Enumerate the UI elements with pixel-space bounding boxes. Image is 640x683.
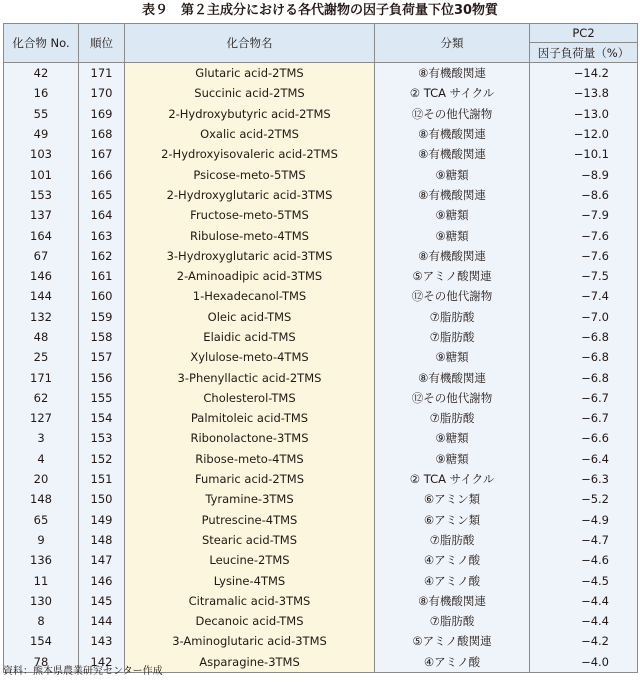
cell-loading: −5.2 — [530, 489, 638, 509]
cell-rank: 145 — [79, 591, 125, 611]
cell-rank: 163 — [79, 225, 125, 245]
table-row — [4, 388, 638, 408]
table-row — [4, 631, 638, 651]
table-row — [4, 205, 638, 225]
cell-class: ⑧有機酸関連 — [375, 144, 530, 164]
table-row — [4, 286, 638, 306]
cell-id: 127 — [4, 408, 79, 428]
cell-class: ④アミノ酸 — [375, 652, 530, 673]
cell-rank: 157 — [79, 347, 125, 367]
table-title: 表９ 第２主成分における各代謝物の因子負荷量下位30物質 — [141, 3, 499, 18]
cell-class: ⑦脂肪酸 — [375, 530, 530, 550]
table-row — [4, 510, 638, 530]
cell-name: Ribonolactone-3TMS — [125, 428, 375, 448]
cell-loading: −6.8 — [530, 347, 638, 367]
header-pc2: PC2 — [530, 24, 638, 43]
cell-id: 103 — [4, 144, 79, 164]
cell-loading: −4.4 — [530, 591, 638, 611]
cell-id: 48 — [4, 327, 79, 347]
cell-name: 2-Hydroxyglutaric acid-3TMS — [125, 185, 375, 205]
cell-class: ⑦脂肪酸 — [375, 307, 530, 327]
cell-loading: −4.0 — [530, 652, 638, 673]
cell-rank: 168 — [79, 124, 125, 144]
cell-rank: 166 — [79, 164, 125, 184]
cell-loading: −6.8 — [530, 367, 638, 387]
cell-class: ⑥アミン類 — [375, 510, 530, 530]
cell-id: 9 — [4, 530, 79, 550]
table-row — [4, 246, 638, 266]
cell-id: 49 — [4, 124, 79, 144]
cell-rank: 151 — [79, 469, 125, 489]
cell-id: 148 — [4, 489, 79, 509]
cell-class: ⑨糖類 — [375, 449, 530, 469]
table-row — [4, 428, 638, 448]
cell-rank: 158 — [79, 327, 125, 347]
cell-rank: 170 — [79, 83, 125, 103]
cell-class: ⑧有機酸関連 — [375, 591, 530, 611]
table-row — [4, 144, 638, 164]
cell-loading: −4.7 — [530, 530, 638, 550]
cell-id: 146 — [4, 266, 79, 286]
cell-rank: 165 — [79, 185, 125, 205]
cell-loading: −8.6 — [530, 185, 638, 205]
table-row — [4, 550, 638, 570]
cell-class: ⑦脂肪酸 — [375, 611, 530, 631]
table-row — [4, 530, 638, 550]
cell-class: ⑤アミノ酸関連 — [375, 266, 530, 286]
table-row — [4, 266, 638, 286]
loading-table — [3, 23, 638, 673]
table-row — [4, 83, 638, 103]
table-row — [4, 307, 638, 327]
cell-name: Ribose-meto-4TMS — [125, 449, 375, 469]
cell-id: 8 — [4, 611, 79, 631]
cell-loading: −6.3 — [530, 469, 638, 489]
cell-class: ⑫その他代謝物 — [375, 104, 530, 124]
cell-loading: −14.2 — [530, 63, 638, 84]
cell-id: 130 — [4, 591, 79, 611]
cell-rank: 146 — [79, 570, 125, 590]
cell-loading: −7.6 — [530, 246, 638, 266]
cell-loading: −8.9 — [530, 164, 638, 184]
cell-id: 20 — [4, 469, 79, 489]
cell-name: Xylulose-meto-4TMS — [125, 347, 375, 367]
header-name: 化合物名 — [125, 24, 375, 63]
source-note: 資料：熊本県農業研究センター作成 — [3, 666, 163, 677]
cell-name: Stearic acid-TMS — [125, 530, 375, 550]
table-row — [4, 449, 638, 469]
cell-name: Succinic acid-2TMS — [125, 83, 375, 103]
cell-rank: 159 — [79, 307, 125, 327]
cell-class: ⑥アミン類 — [375, 489, 530, 509]
cell-id: 11 — [4, 570, 79, 590]
header-class: 分類 — [375, 24, 530, 63]
cell-name: 2-Hydroxyisovaleric acid-2TMS — [125, 144, 375, 164]
cell-rank: 155 — [79, 388, 125, 408]
cell-loading: −12.0 — [530, 124, 638, 144]
cell-name: 3-Hydroxyglutaric acid-3TMS — [125, 246, 375, 266]
cell-name: Asparagine-3TMS — [125, 652, 375, 673]
header-loading: 因子負荷量（%） — [530, 43, 638, 63]
cell-class: ④アミノ酸 — [375, 550, 530, 570]
cell-loading: −6.6 — [530, 428, 638, 448]
cell-class: ⑧有機酸関連 — [375, 246, 530, 266]
cell-loading: −6.7 — [530, 388, 638, 408]
table-row — [4, 104, 638, 124]
cell-rank: 161 — [79, 266, 125, 286]
cell-rank: 142 — [79, 652, 125, 673]
cell-class: ⑫その他代謝物 — [375, 388, 530, 408]
cell-id: 25 — [4, 347, 79, 367]
cell-rank: 169 — [79, 104, 125, 124]
cell-name: 2-Aminoadipic acid-3TMS — [125, 266, 375, 286]
header-id: 化合物 No. — [4, 24, 79, 63]
cell-class: ⑨糖類 — [375, 205, 530, 225]
cell-name: Decanoic acid-TMS — [125, 611, 375, 631]
cell-name: Psicose-meto-5TMS — [125, 164, 375, 184]
cell-name: Glutaric acid-2TMS — [125, 63, 375, 84]
cell-loading: −6.8 — [530, 327, 638, 347]
cell-loading: −4.4 — [530, 611, 638, 631]
cell-class: ⑦脂肪酸 — [375, 408, 530, 428]
cell-rank: 156 — [79, 367, 125, 387]
cell-name: Tyramine-3TMS — [125, 489, 375, 509]
cell-class: ④アミノ酸 — [375, 570, 530, 590]
cell-loading: −10.1 — [530, 144, 638, 164]
cell-id: 164 — [4, 225, 79, 245]
table-row — [4, 225, 638, 245]
table-row — [4, 570, 638, 590]
cell-class: ⑨糖類 — [375, 347, 530, 367]
cell-rank: 149 — [79, 510, 125, 530]
cell-name: Fumaric acid-2TMS — [125, 469, 375, 489]
cell-class: ⑨糖類 — [375, 225, 530, 245]
cell-class: ⑫その他代謝物 — [375, 286, 530, 306]
cell-loading: −7.6 — [530, 225, 638, 245]
cell-name: Ribulose-meto-4TMS — [125, 225, 375, 245]
cell-rank: 144 — [79, 611, 125, 631]
table-row — [4, 367, 638, 387]
cell-id: 65 — [4, 510, 79, 530]
cell-loading: −13.0 — [530, 104, 638, 124]
cell-class: ⑧有機酸関連 — [375, 367, 530, 387]
cell-rank: 150 — [79, 489, 125, 509]
cell-rank: 162 — [79, 246, 125, 266]
cell-id: 67 — [4, 246, 79, 266]
table-row — [4, 469, 638, 489]
cell-name: Elaidic acid-TMS — [125, 327, 375, 347]
table-row — [4, 164, 638, 184]
header-rank: 順位 — [79, 24, 125, 63]
table-row — [4, 611, 638, 631]
table-row — [4, 591, 638, 611]
cell-name: Leucine-2TMS — [125, 550, 375, 570]
cell-id: 4 — [4, 449, 79, 469]
cell-rank: 164 — [79, 205, 125, 225]
cell-rank: 154 — [79, 408, 125, 428]
cell-id: 16 — [4, 83, 79, 103]
cell-class: ② TCA サイクル — [375, 469, 530, 489]
cell-rank: 143 — [79, 631, 125, 651]
cell-loading: −4.5 — [530, 570, 638, 590]
cell-id: 42 — [4, 63, 79, 84]
cell-name: Cholesterol-TMS — [125, 388, 375, 408]
cell-loading: −13.8 — [530, 83, 638, 103]
table-row — [4, 185, 638, 205]
cell-loading: −6.4 — [530, 449, 638, 469]
cell-id: 171 — [4, 367, 79, 387]
cell-rank: 160 — [79, 286, 125, 306]
cell-loading: −4.6 — [530, 550, 638, 570]
cell-class: ⑨糖類 — [375, 428, 530, 448]
cell-rank: 148 — [79, 530, 125, 550]
cell-name: Oxalic acid-2TMS — [125, 124, 375, 144]
cell-loading: −4.9 — [530, 510, 638, 530]
cell-name: Citramalic acid-3TMS — [125, 591, 375, 611]
cell-name: 3-Phenyllactic acid-2TMS — [125, 367, 375, 387]
cell-class: ⑦脂肪酸 — [375, 327, 530, 347]
cell-loading: −7.5 — [530, 266, 638, 286]
table-body — [4, 63, 638, 673]
cell-loading: −7.9 — [530, 205, 638, 225]
cell-class: ② TCA サイクル — [375, 83, 530, 103]
cell-class: ⑧有機酸関連 — [375, 124, 530, 144]
cell-name: Palmitoleic acid-TMS — [125, 408, 375, 428]
cell-name: 3-Aminoglutaric acid-3TMS — [125, 631, 375, 651]
cell-id: 132 — [4, 307, 79, 327]
cell-id: 3 — [4, 428, 79, 448]
cell-rank: 153 — [79, 428, 125, 448]
table-row — [4, 408, 638, 428]
cell-name: Oleic acid-TMS — [125, 307, 375, 327]
cell-loading: −7.0 — [530, 307, 638, 327]
cell-name: 1-Hexadecanol-TMS — [125, 286, 375, 306]
table-row — [4, 124, 638, 144]
cell-class: ⑧有機酸関連 — [375, 185, 530, 205]
cell-name: Putrescine-4TMS — [125, 510, 375, 530]
cell-name: Fructose-meto-5TMS — [125, 205, 375, 225]
cell-loading: −6.7 — [530, 408, 638, 428]
cell-loading: −7.4 — [530, 286, 638, 306]
cell-id: 154 — [4, 631, 79, 651]
cell-id: 62 — [4, 388, 79, 408]
cell-id: 136 — [4, 550, 79, 570]
cell-rank: 167 — [79, 144, 125, 164]
cell-id: 137 — [4, 205, 79, 225]
cell-id: 78 — [4, 652, 79, 673]
cell-class: ⑨糖類 — [375, 164, 530, 184]
cell-id: 153 — [4, 185, 79, 205]
table-row — [4, 489, 638, 509]
cell-rank: 171 — [79, 63, 125, 84]
cell-rank: 147 — [79, 550, 125, 570]
cell-name: Lysine-4TMS — [125, 570, 375, 590]
cell-class: ⑤アミノ酸関連 — [375, 631, 530, 651]
table-row — [4, 63, 638, 84]
table-row — [4, 347, 638, 367]
cell-id: 101 — [4, 164, 79, 184]
cell-class: ⑧有機酸関連 — [375, 63, 530, 84]
cell-name: 2-Hydroxybutyric acid-2TMS — [125, 104, 375, 124]
cell-rank: 152 — [79, 449, 125, 469]
table-row — [4, 327, 638, 347]
cell-loading: −4.2 — [530, 631, 638, 651]
cell-id: 55 — [4, 104, 79, 124]
cell-id: 144 — [4, 286, 79, 306]
